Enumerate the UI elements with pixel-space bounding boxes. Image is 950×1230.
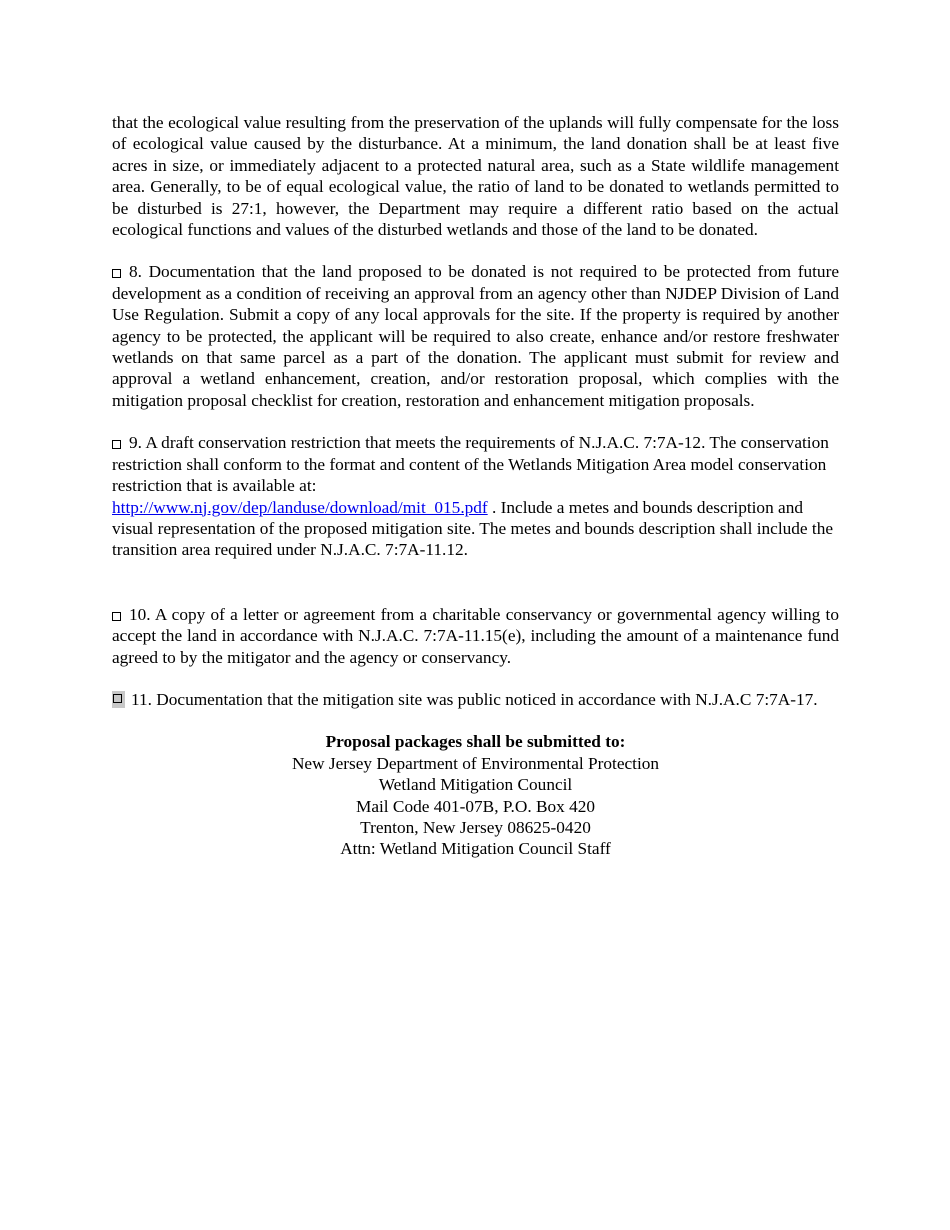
checklist-item-11 <box>112 689 839 710</box>
document-page <box>112 112 839 860</box>
submission-address <box>112 731 839 859</box>
item-10-text: 10. A copy of a letter or agreement from a charitable conservancy or governmental agency willing to accept the land in accordance with N.J.A.C. 7:7A-11.15(e), including the amount of a maintenance fund agreed to by the mitigator and the agency or conservancy. <box>112 604 839 667</box>
checklist-item-10 <box>112 604 839 668</box>
checkbox-item-10[interactable] <box>112 612 121 621</box>
checklist-item-9 <box>112 432 839 560</box>
mit-015-pdf-link[interactable]: http://www.nj.gov/dep/landuse/download/mit_015.pdf <box>112 497 488 517</box>
address-line-2: Wetland Mitigation Council <box>378 775 573 795</box>
item-9-text-continued: . Include a metes and bounds description and visual representation of the proposed mitigation site. The metes and bounds description shall include the transition area required under N.J.A.C. 7:7A-11.12. <box>112 497 834 560</box>
address-heading: Proposal packages shall be submitted to: <box>325 732 626 752</box>
checkbox-item-8[interactable] <box>112 269 121 278</box>
address-line-1: New Jersey Department of Environmental Protection <box>291 753 660 773</box>
address-line-3: Mail Code 401-07B, P.O. Box 420 <box>355 796 596 816</box>
address-line-4: Trenton, New Jersey 08625-0420 <box>360 817 591 837</box>
checkbox-item-11[interactable] <box>112 691 125 708</box>
checklist-item-8 <box>112 261 839 411</box>
checkbox-item-9[interactable] <box>112 440 121 449</box>
item-9-text: 9. A draft conservation restriction that meets the requirements of N.J.A.C. 7:7A-12. The conservation restriction shall conform to the format and content of the Wetlands Mitigation Area model conservation restriction that is available at: <box>112 433 829 496</box>
intro-paragraph: that the ecological value resulting from the preservation of the uplands will fully compensate for the loss of ecological value caused by the disturbance. At a minimum, the land donation shall be at least five acres in size, or immediately adjacent to a protected natural area, such as a State wildlife management area. Generally, to be of equal ecological value, the ratio of land to be donated to wetlands permitted to be disturbed is 27:1, however, the Department may require a different ratio based on the actual ecological functions and values of the disturbed wetlands and those of the land to be donated. <box>112 113 839 240</box>
item-8-text: 8. Documentation that the land proposed to be donated is not required to be protected from future development as a condition of receiving an approval from an agency other than NJDEP Division of Land Use Regulation. Submit a copy of any local approvals for the site. If the property is required by another agency to be protected, the applicant will be required to also create, enhance and/or restore freshwater wetlands on that same parcel as a part of the donation. The applicant must submit for review and approval a wetland enhancement, creation, and/or restoration proposal, which complies with the mitigation proposal checklist for creation, restoration and enhancement mitigation proposals. <box>112 262 839 410</box>
item-11-text: 11. Documentation that the mitigation site was public noticed in accordance with N.J.A.C 7:7A-17. <box>131 689 818 709</box>
address-line-5: Attn: Wetland Mitigation Council Staff <box>340 839 611 859</box>
